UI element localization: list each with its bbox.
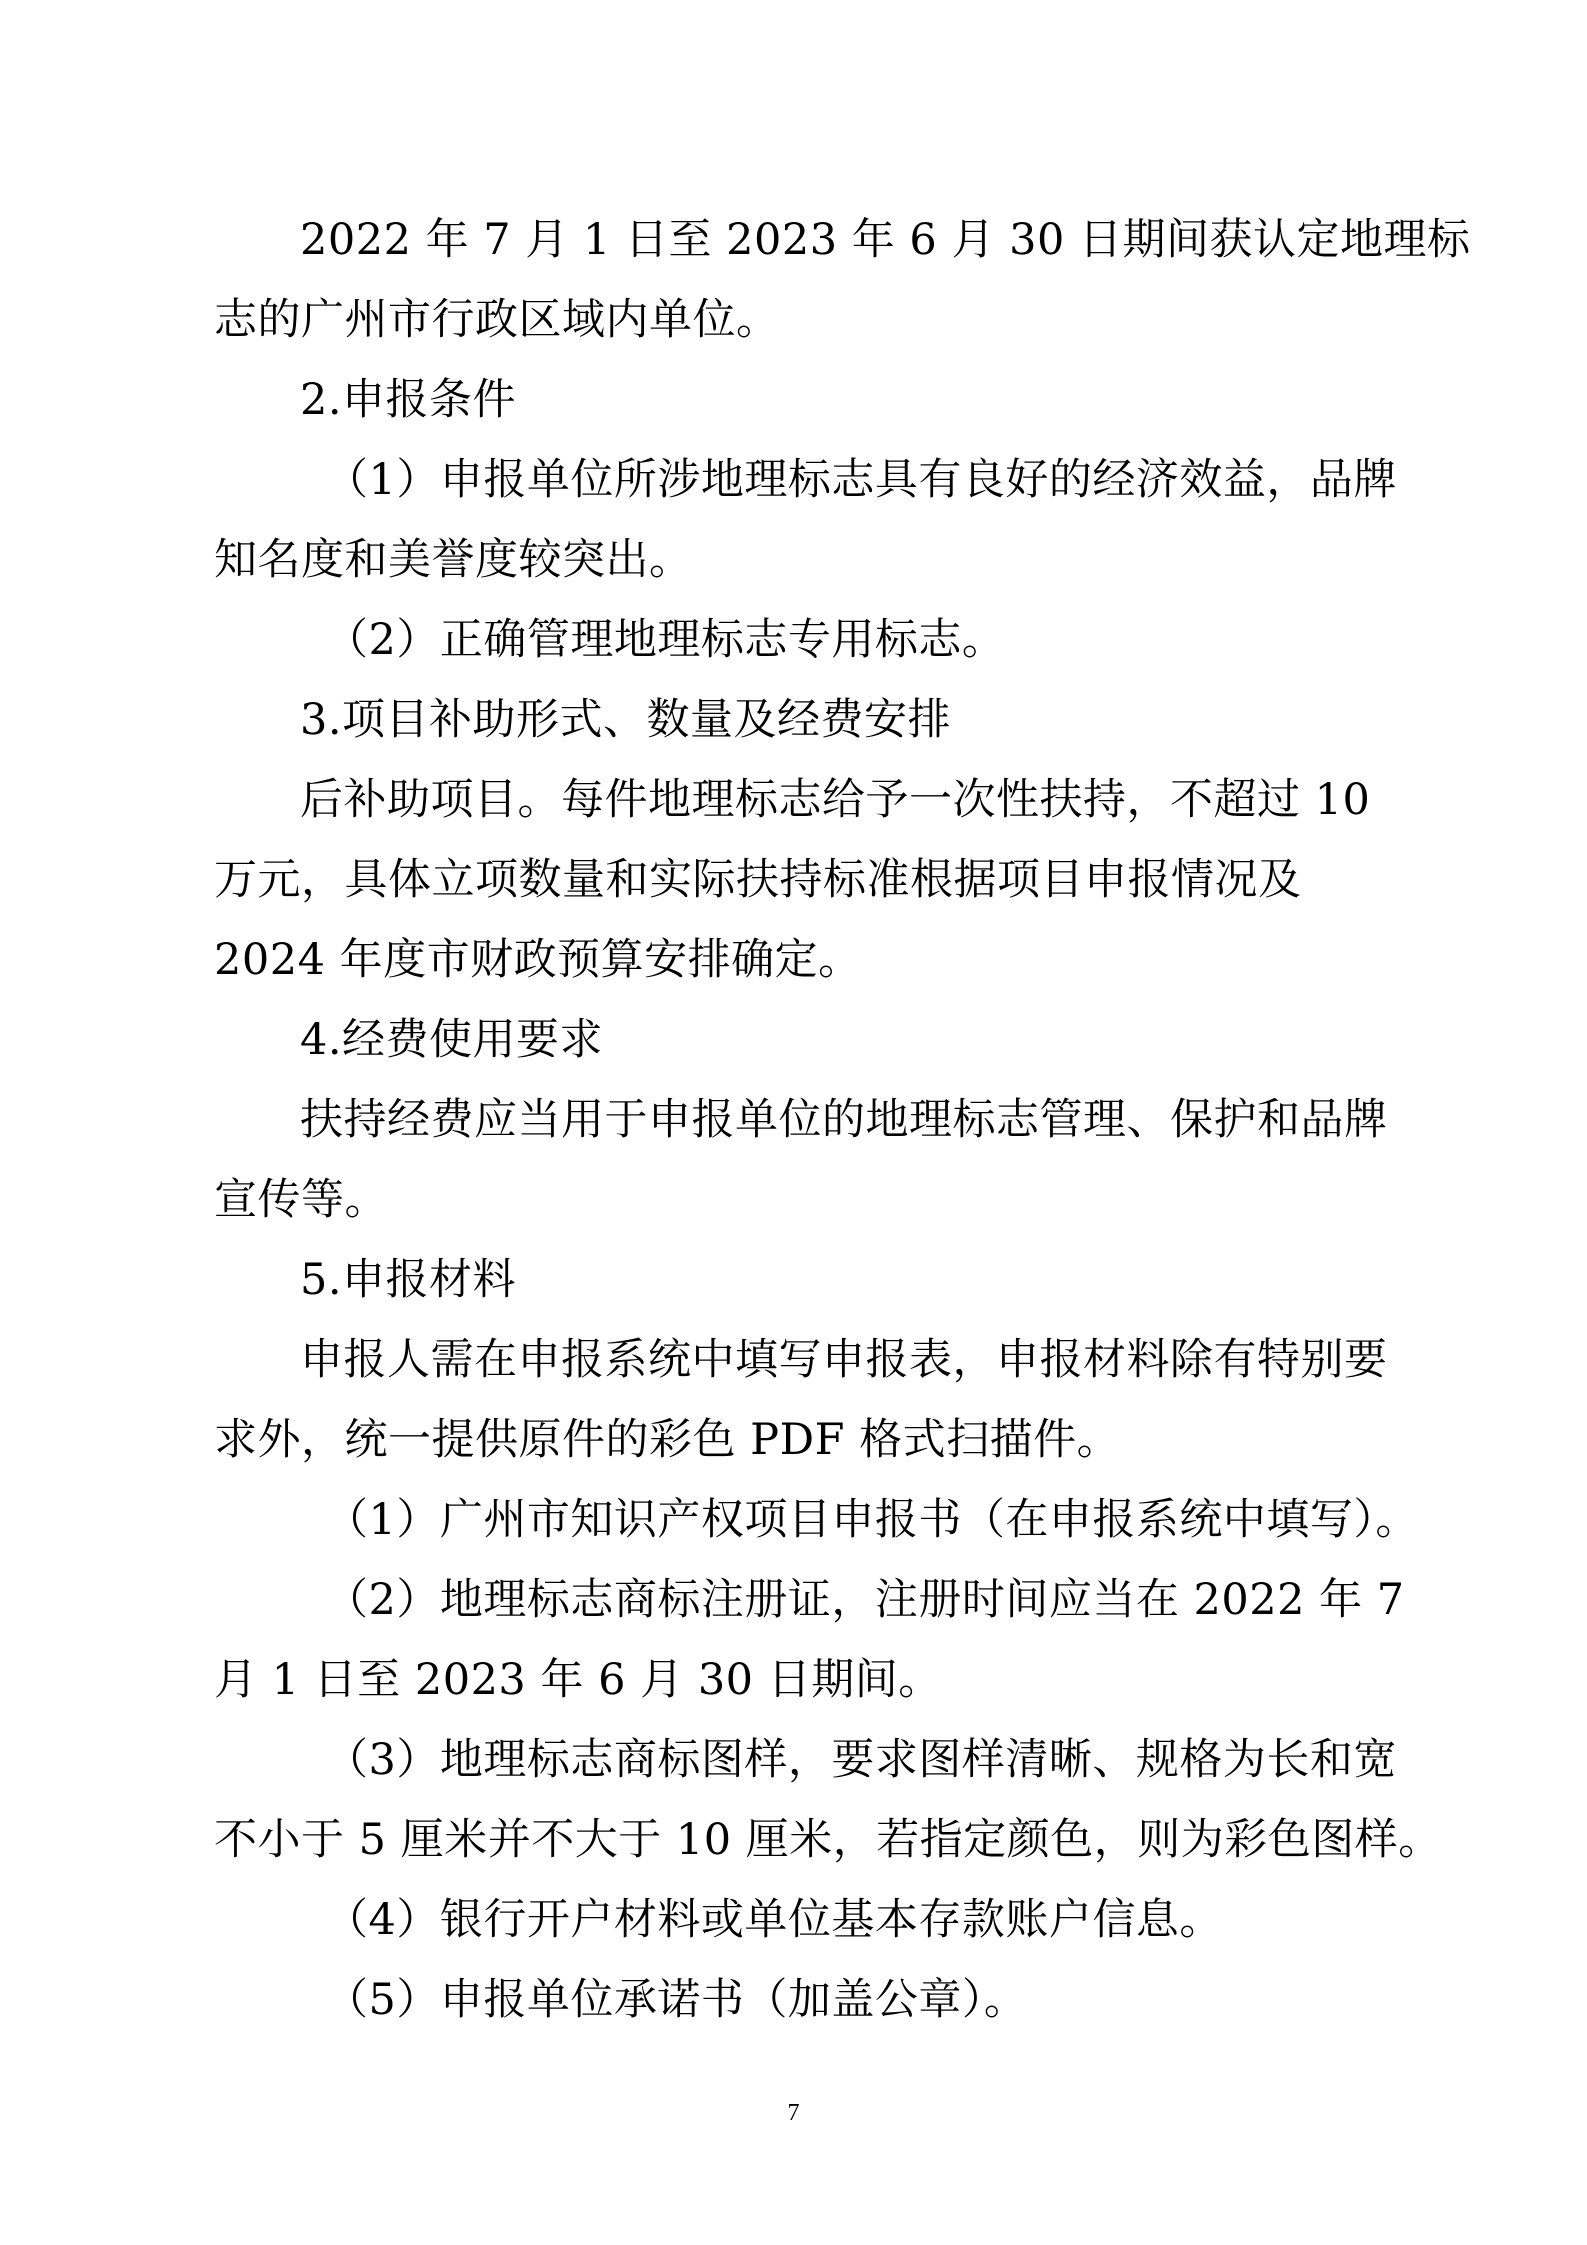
para-line: （2）地理标志商标注册证，注册时间应当在 2022 年 7 (325, 1575, 1405, 1625)
section-heading: 4.经费使用要求 (300, 1015, 604, 1065)
section-heading: 3.项目补助形式、数量及经费安排 (300, 695, 952, 745)
para-line: 后补助项目。每件地理标志给予一次性扶持，不超过 10 (300, 775, 1371, 825)
para-line: 知名度和美誉度较突出。 (214, 535, 693, 585)
para-line: （1）广州市知识产权项目申报书（在申报系统中填写）。 (325, 1495, 1419, 1545)
para-line: 2024 年度市财政预算安排确定。 (214, 935, 862, 985)
para-line: 志的广州市行政区域内单位。 (214, 295, 780, 345)
para-line: （2）正确管理地理标志专用标志。 (325, 615, 1006, 665)
section-heading: 5.申报材料 (300, 1255, 517, 1305)
para-line: 扶持经费应当用于申报单位的地理标志管理、保护和品牌 (300, 1095, 1388, 1145)
para-line: （5）申报单位承诺书（加盖公章）。 (325, 1975, 1028, 2025)
para-line: （3）地理标志商标图样，要求图样清晰、规格为长和宽 (325, 1735, 1397, 1785)
para-line: 宣传等。 (214, 1175, 388, 1225)
section-heading: 2.申报条件 (300, 375, 517, 425)
page-number: 7 (787, 2100, 800, 2126)
para-line: 万元，具体立项数量和实际扶持标准根据项目申报情况及 (214, 855, 1302, 905)
para-line: （1）申报单位所涉地理标志具有良好的经济效益，品牌 (325, 455, 1397, 505)
para-line: 申报人需在申报系统中填写申报表，申报材料除有特别要 (300, 1335, 1388, 1385)
para-line: 月 1 日至 2023 年 6 月 30 日期间。 (214, 1655, 942, 1705)
para-line: （4）银行开户材料或单位基本存款账户信息。 (325, 1895, 1223, 1945)
para-line: 2022 年 7 月 1 日至 2023 年 6 月 30 日期间获认定地理标 (300, 215, 1471, 265)
para-line: 不小于 5 厘米并不大于 10 厘米，若指定颜色，则为彩色图样。 (214, 1815, 1442, 1865)
para-line: 求外，统一提供原件的彩色 PDF 格式扫描件。 (214, 1415, 1121, 1465)
